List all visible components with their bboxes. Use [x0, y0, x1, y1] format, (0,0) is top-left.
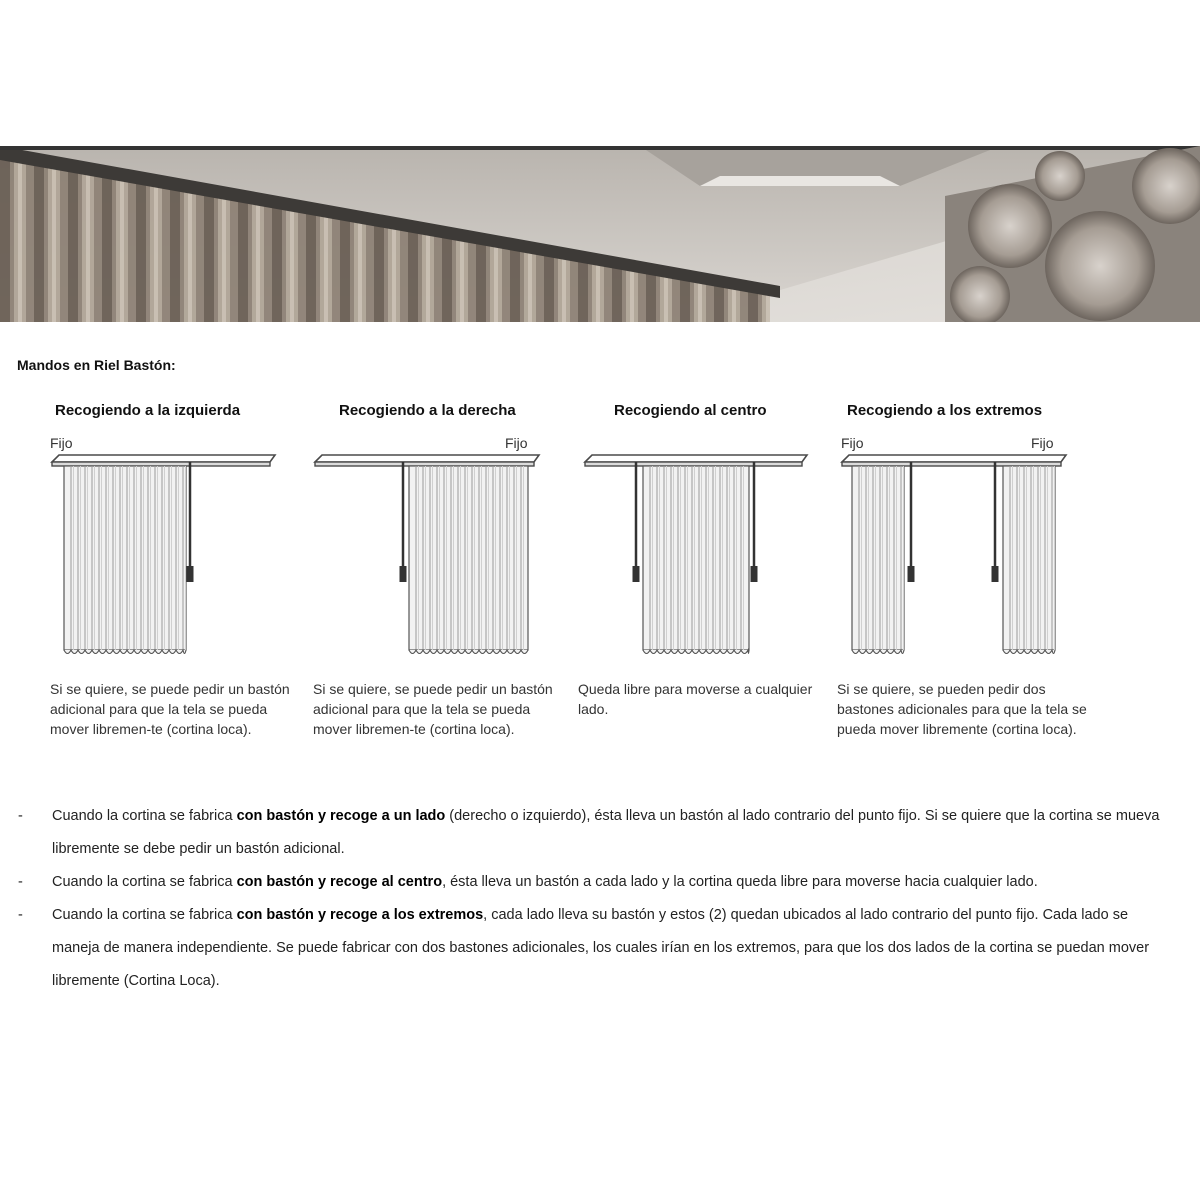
- curtain-diagram-right: [313, 446, 543, 666]
- option-title: Recogiendo al centro: [614, 402, 767, 419]
- wand-handle: [633, 566, 640, 582]
- wand-handle: [187, 566, 194, 582]
- note-text: Cuando la cortina se fabrica: [52, 907, 237, 923]
- curtain-hem: [64, 650, 186, 654]
- option-title: Recogiendo a la derecha: [339, 402, 516, 419]
- curtain-track-photo: [0, 146, 1200, 322]
- curtain-panel: [852, 466, 904, 654]
- rail-front: [585, 462, 802, 466]
- curtain-panel: [643, 466, 749, 654]
- wand-handle: [751, 566, 758, 582]
- note-text: Cuando la cortina se fabrica: [52, 808, 237, 824]
- curtain-panel: [1003, 466, 1055, 654]
- hero-photo: [0, 146, 1200, 322]
- rail-front: [315, 462, 534, 466]
- note-text: , cada lado lleva su bastón y estos (2) quedan ubicados al lado contrario del punto fijo. Cada lado se maneja de manera independiente. Se puede fabricar con dos bastones adicionales, los cuales irían en los extremos, para que los dos lados de la cortina se puedan mover libremente (Cortina Loca).: [52, 907, 1150, 989]
- curtain-hem: [852, 650, 904, 654]
- note-bullet: -: [18, 808, 23, 824]
- note-emphasis: con bastón y recoge a un lado: [236, 808, 446, 824]
- fijo-label-right: Fijo: [1031, 435, 1054, 451]
- wand-handle: [908, 566, 915, 582]
- option-description: Queda libre para moverse a cualquier lado.: [578, 681, 813, 717]
- curtain-body: [409, 466, 528, 650]
- curtain-diagram-ends: [840, 446, 1070, 666]
- note-emphasis: con bastón y recoge a los extremos: [236, 907, 484, 923]
- fijo-label-left: Fijo: [50, 435, 73, 451]
- curtain-panel: [64, 466, 186, 654]
- note-text: Cuando la cortina se fabrica: [52, 874, 237, 890]
- note-bullet: -: [18, 874, 23, 890]
- note-item: [0, 899, 1200, 998]
- option-description: Si se quiere, se puede pedir un bastón adicional para que la tela se pueda mover libremen-te (cortina loca).: [313, 681, 553, 737]
- section-title: Mandos en Riel Bastón:: [17, 357, 176, 373]
- rail-front: [842, 462, 1061, 466]
- curtain-body: [64, 466, 186, 650]
- curtain-diagram-center: [583, 446, 813, 666]
- curtain-hem: [409, 650, 528, 654]
- option-description: Si se quiere, se pueden pedir dos bastones adicionales para que la tela se pueda mover libremente (cortina loca).: [837, 681, 1087, 737]
- note-item: [0, 800, 1200, 866]
- rail-top: [842, 455, 1066, 462]
- note-item: [0, 866, 1200, 899]
- rail-top: [52, 455, 275, 462]
- option-title: Recogiendo a los extremos: [847, 402, 1043, 419]
- curtain-hem: [643, 650, 749, 654]
- note-bullet: -: [18, 907, 23, 923]
- curtain-panel: [409, 466, 528, 654]
- note-text: , ésta lleva un bastón a cada lado y la cortina queda libre para moverse hacia cualquier lado.: [442, 874, 1038, 890]
- wand-handle: [992, 566, 999, 582]
- wand-handle: [400, 566, 407, 582]
- note-text: (derecho o izquierdo), ésta lleva un bastón al lado contrario del punto fijo. Si se quiere que la cortina se mueva libremente se debe pedir un bastón adicional.: [52, 808, 1160, 857]
- curtain-hem: [1003, 650, 1055, 654]
- rail-front: [52, 462, 270, 466]
- rail-top: [585, 455, 807, 462]
- fijo-label-right: Fijo: [505, 435, 528, 451]
- option-title: Recogiendo a la izquierda: [55, 402, 241, 419]
- note-emphasis: con bastón y recoge al centro: [236, 874, 443, 890]
- option-description: Si se quiere, se puede pedir un bastón adicional para que la tela se pueda mover libremen-te (cortina loca).: [50, 681, 290, 737]
- rail-top: [315, 455, 539, 462]
- notes-list: [0, 800, 1200, 998]
- curtain-body: [643, 466, 749, 650]
- fijo-label-left: Fijo: [841, 435, 864, 451]
- curtain-diagram-left: [50, 446, 280, 666]
